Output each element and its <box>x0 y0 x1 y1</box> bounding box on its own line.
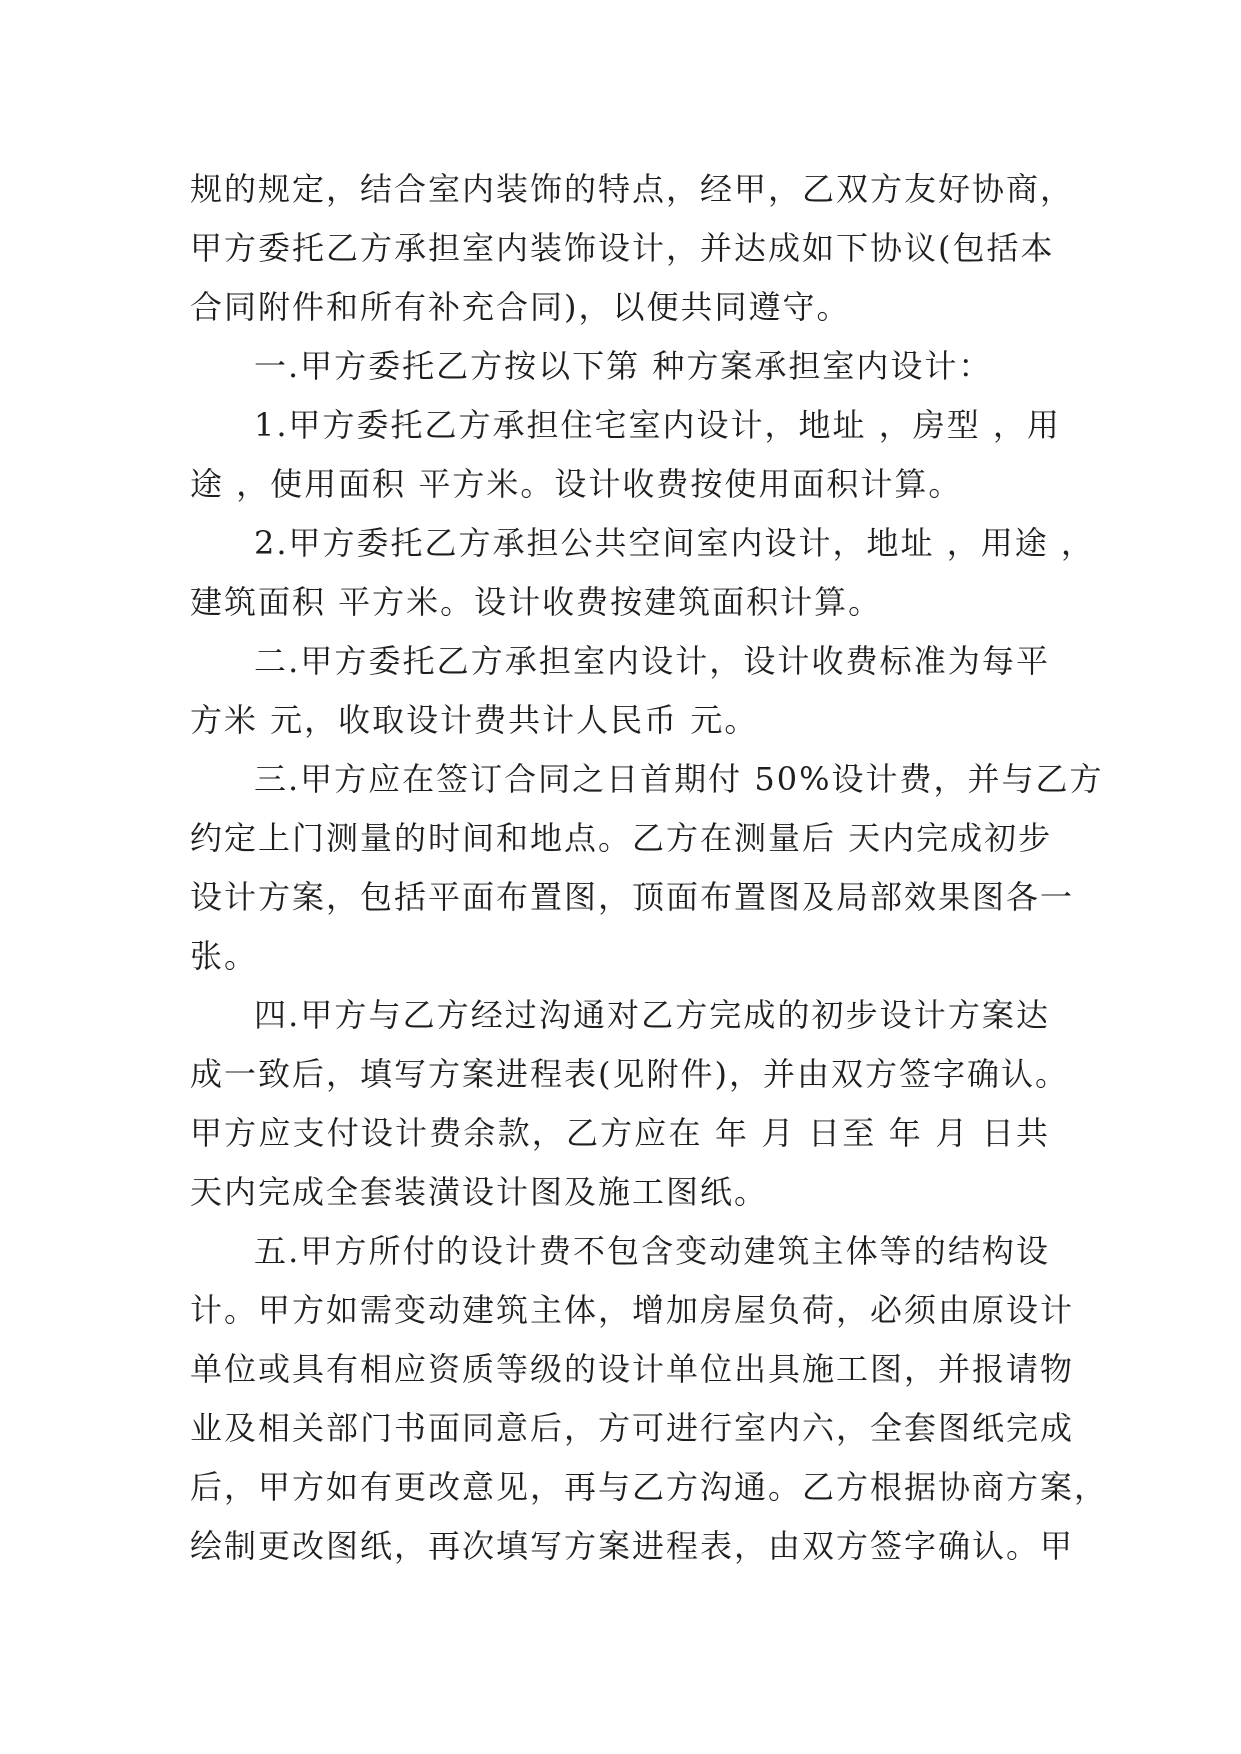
text-line: 甲方委托乙方承担室内装饰设计，并达成如下协议(包括本 <box>190 229 1055 267</box>
text-line: 业及相关部门书面同意后，方可进行室内六，全套图纸完成 <box>190 1409 1075 1447</box>
text-line: 五.甲方所付的设计费不包含变动建筑主体等的结构设 <box>254 1232 1050 1270</box>
text-line: 甲方应支付设计费余款，乙方应在 年 月 日至 年 月 日共 <box>190 1114 1050 1152</box>
text-line: 方米 元，收取设计费共计人民币 元。 <box>190 701 759 739</box>
text-line: 设计方案，包括平面布置图，顶面布置图及局部效果图各一 <box>190 878 1075 916</box>
text-line: 1.甲方委托乙方承担住宅室内设计，地址 ，房型 ，用 <box>254 406 1061 444</box>
text-line: 约定上门测量的时间和地点。乙方在测量后 天内完成初步 <box>190 819 1053 857</box>
text-line: 途 ，使用面积 平方米。设计收费按使用面积计算。 <box>190 465 963 503</box>
text-line: 2.甲方委托乙方承担公共空间室内设计，地址 ，用途 ， <box>254 524 1095 562</box>
text-line: 规的规定，结合室内装饰的特点，经甲，乙双方友好协商， <box>190 170 1075 208</box>
text-line: 张。 <box>190 937 259 975</box>
text-line: 计。甲方如需变动建筑主体，增加房屋负荷，必须由原设计 <box>190 1291 1075 1329</box>
text-line: 绘制更改图纸，再次填写方案进程表，由双方签字确认。甲 <box>190 1527 1075 1565</box>
text-line: 单位或具有相应资质等级的设计单位出具施工图，并报请物 <box>190 1350 1075 1388</box>
text-line: 三.甲方应在签订合同之日首期付 50%设计费，并与乙方 <box>254 760 1104 798</box>
document-body <box>190 160 1109 1576</box>
text-line: 合同附件和所有补充合同)，以便共同遵守。 <box>190 288 851 326</box>
clause-heading: 一.甲方委托乙方按以下第 种方案承担室内设计： <box>254 347 993 385</box>
text-line: 四.甲方与乙方经过沟通对乙方完成的初步设计方案达 <box>254 996 1050 1034</box>
text-line: 成一致后，填写方案进程表(见附件)，并由双方签字确认。 <box>190 1055 1069 1093</box>
text-line: 二.甲方委托乙方承担室内设计，设计收费标准为每平 <box>254 642 1050 680</box>
text-line: 天内完成全套装潢设计图及施工图纸。 <box>190 1173 769 1211</box>
text-line: 建筑面积 平方米。设计收费按建筑面积计算。 <box>190 583 883 621</box>
text-line: 后，甲方如有更改意见，再与乙方沟通。乙方根据协商方案， <box>190 1468 1109 1506</box>
